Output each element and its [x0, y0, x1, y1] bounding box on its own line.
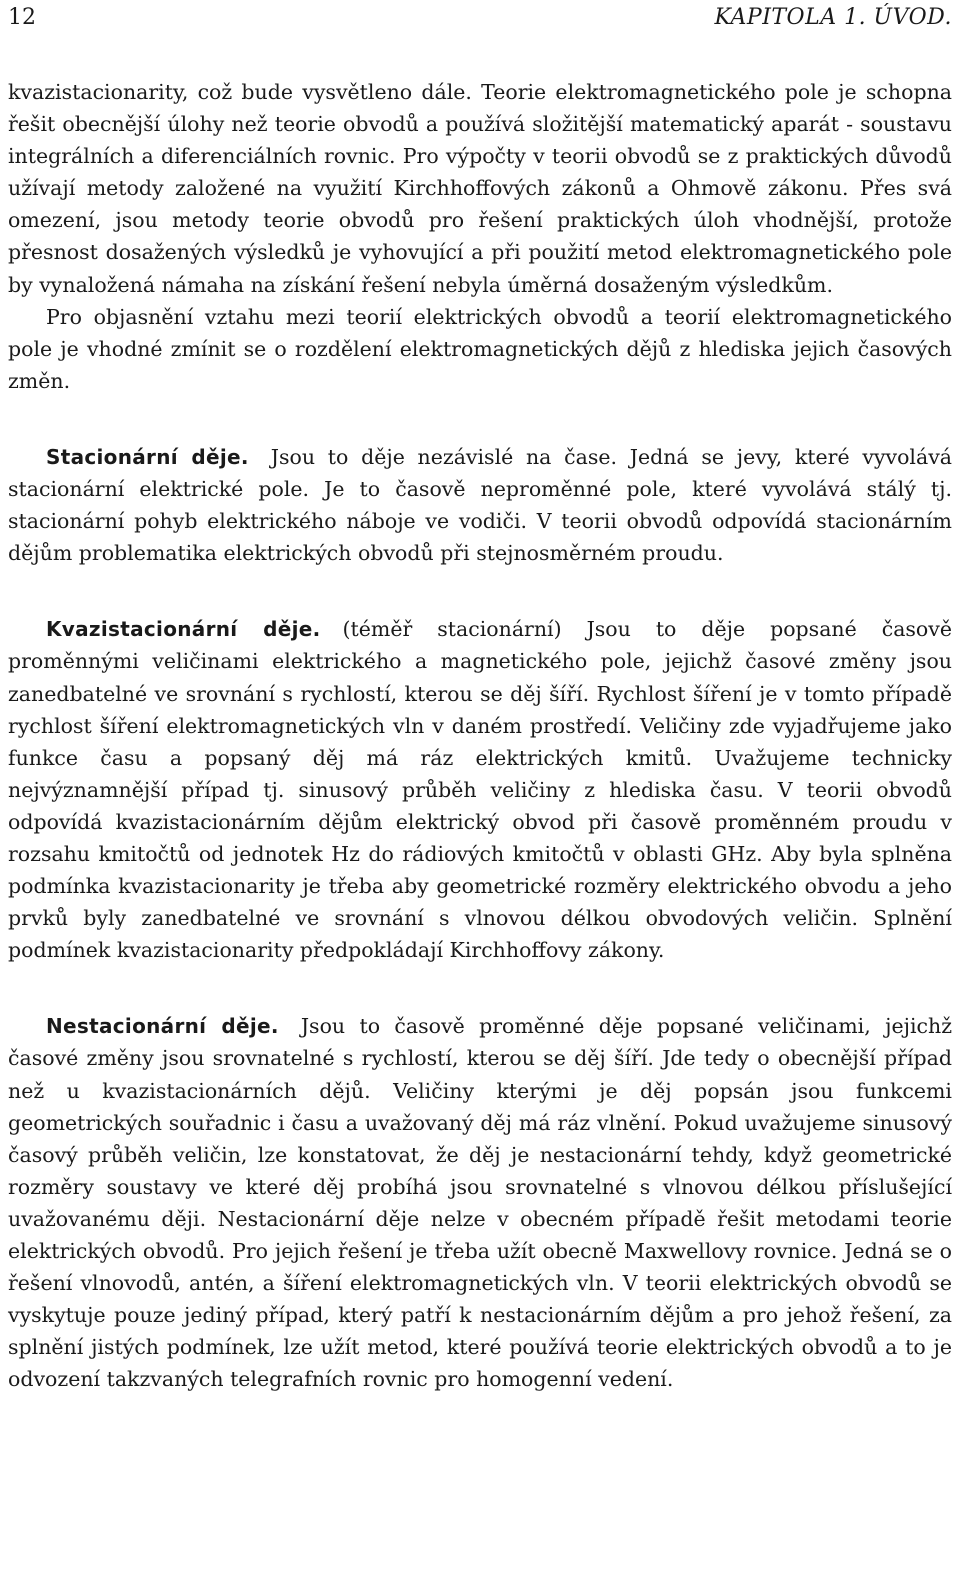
section-heading: Nestacionární děje. — [46, 1014, 279, 1039]
section-heading: Kvazistacionární děje. — [46, 617, 321, 642]
section-quasistationary — [8, 613, 952, 966]
section-stationary — [8, 441, 952, 569]
intro-paragraph: kvazistacionarity, což bude vysvětleno dále. Teorie elektromagnetického pole je schopna řešit obecnější úlohy než teorie obvodů a používá složitější matematický aparát - soustavu integrálních a diferenciálních rovnic. Pro výpočty v teorii obvodů se z praktických důvodů užívají metody založené na využití Kirchhoffových zákonů a Ohmově zákonu. Přes svá omezení, jsou metody teorie obvodů pro řešení praktických úloh vhodnější, protože přesnost dosažených výsledků je vyhovující a při použití metod elektromagnetického pole by vynaložená námaha na získání řešení nebyla úměrná dosaženým výsledkům. — [8, 80, 952, 297]
running-header — [8, 0, 952, 46]
chapter-title: KAPITOLA 1. ÚVOD. — [714, 5, 952, 30]
section-text: (téměř stacionární) Jsou to děje popsané časově proměnnými veličinami elektrického a magnetického pole, jejichž časové změny jsou zanedbatelné ve srovnání s rychlostí, kterou se děj šíří. Rychlost šíření je v tomto případě rychlost šíření elektromagnetických vln v daném prostředí. Veličiny zde vyjadřujeme jako funkce času a popsaný děj má ráz elektrických kmitů. Uvažujeme technicky nejvýznamnější případ tj. sinusový průběh veličiny z hlediska času. V teorii obvodů odpovídá kvazistacionárním dějům elektrický obvod při časově proměnném proudu v rozsahu kmitočtů od jednotek Hz do rádiových kmitočtů v oblasti GHz. Aby byla splněna podmínka kvazistacionarity je třeba aby geometrické rozměry elektrického obvodu a jeho prvků byly zanedbatelné ve srovnání s vlnovou délkou obvodových veličin. Splnění podmínek kvazistacionarity předpokládají Kirchhoffovy zákony. — [8, 617, 952, 963]
section-text: Jsou to časově proměnné děje popsané veličinami, jejichž časové změny jsou srovnatelné s rychlostí, kterou se děj šíří. Jde tedy o obecnější případ než u kvazistacionárních dějů. Veličiny kterými je děj popsán jsou funkcemi geometrických souřadnic i času a uvažovaný děj má ráz vlnění. Pokud uvažujeme sinusový časový průběh veličin, lze konstatovat, že děj je nestacionární tehdy, když geometrické rozměry soustavy ve které děj probíhá jsou srovnatelné s vlnovou délkou příslušející uvažovanému ději. Nestacionární děje nelze v obecném případě řešit metodami teorie elektrických obvodů. Pro jejich řešení je třeba užít obecně Maxwellovy rovnice. Jedná se o řešení vlnovodů, antén, a šíření elektromagnetických vln. V teorii elektrických obvodů se vyskytuje pouze jediný případ, který patří k nestacionárním dějům a pro jehož řešení, za splnění jistých podmínek, lze užít metod, které používá teorie elektrických obvodů a to je odvození takzvaných telegrafních rovnic pro homogenní vedení. — [8, 1014, 952, 1392]
section-nonstationary — [8, 1010, 952, 1395]
body-text — [8, 76, 952, 1395]
section-heading: Stacionární děje. — [46, 444, 249, 469]
section-text: Jsou to děje nezávislé na čase. Jedná se jevy, které vyvolává stacionární elektrické pole. Je to časově neproměnné pole, které vyvolává stálý tj. stacionární pohyb elektrického náboje ve vodiči. V teorii obvodů odpovídá stacionárním dějům problematika elektrických obvodů při stejnosměrném proudu. — [8, 444, 952, 566]
document-page — [8, 0, 952, 1395]
page-number: 12 — [8, 5, 36, 30]
intro-paragraph: Pro objasnění vztahu mezi teorií elektrických obvodů a teorií elektromagnetického pole je vhodné zmínit se o rozdělení elektromagnetických dějů z hlediska jejich časových změn. — [8, 304, 952, 393]
